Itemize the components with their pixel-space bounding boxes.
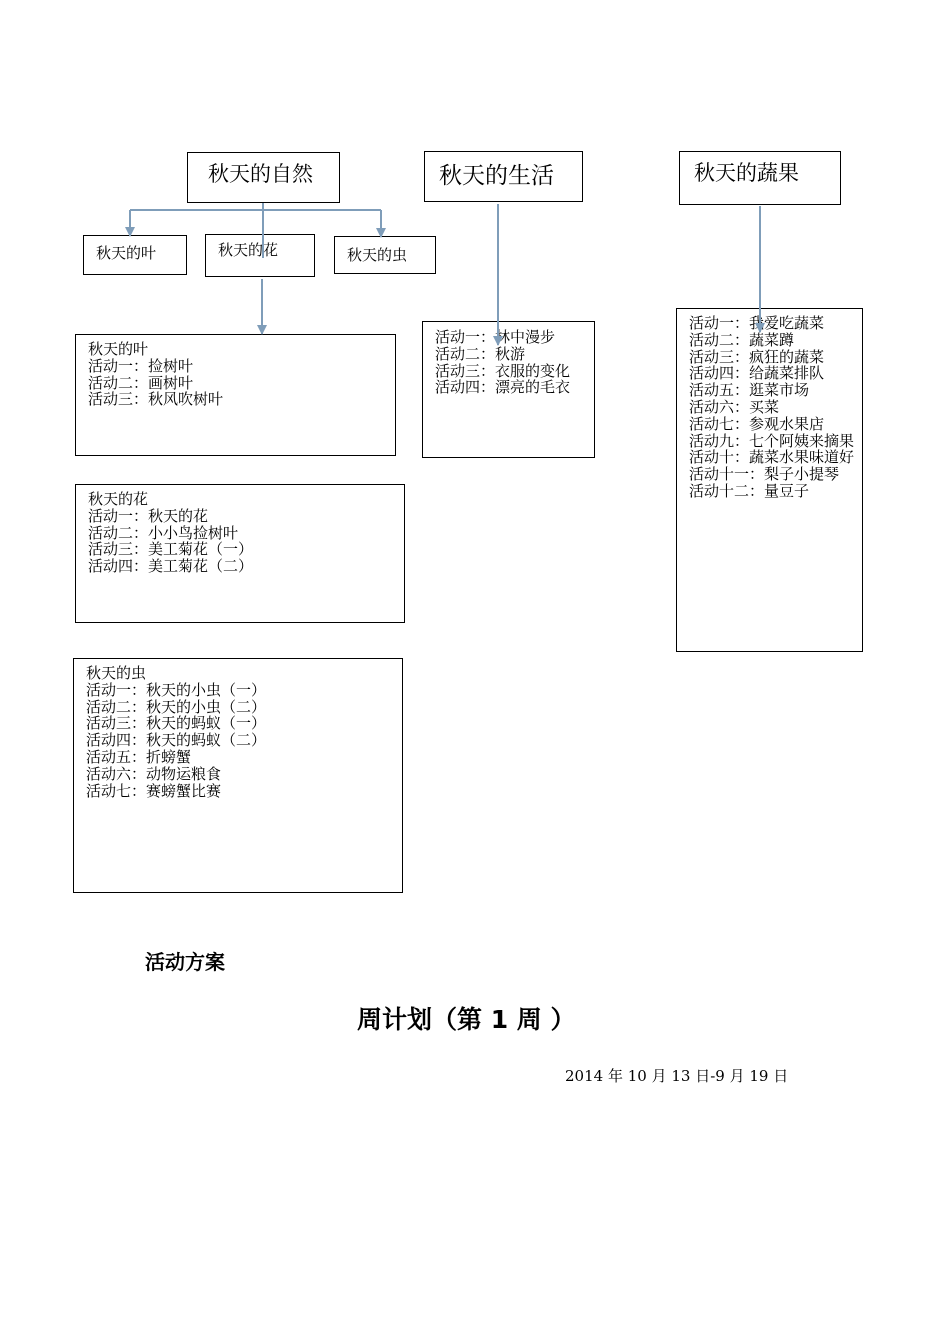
- list-item: 活动四：给蔬菜排队: [689, 364, 825, 383]
- list-item: 活动一：我爱吃蔬菜: [689, 314, 825, 332]
- list-item: 活动十：蔬菜水果味道好: [689, 448, 855, 467]
- list-item: 活动四：美工菊花（二）: [88, 557, 254, 576]
- week-title: 周计划（第 1 周 ）: [357, 1005, 576, 1034]
- sub-box-insect: [334, 236, 436, 274]
- list-item: 活动五：折螃蟹: [86, 747, 192, 766]
- category-box-nature: [187, 152, 340, 203]
- activity-box-veg: [676, 308, 863, 652]
- list-item: 活动一：秋天的小虫（一）: [86, 680, 267, 699]
- list-item: 活动六：动物运粮食: [86, 764, 222, 783]
- list-item: 活动十一：梨子小提琴: [689, 465, 840, 484]
- sub-title-leaf: 秋天的叶: [96, 244, 157, 262]
- list-item: 活动二：秋天的小虫（二）: [86, 697, 267, 716]
- activity-box-insect: [73, 658, 403, 893]
- category-box-life: [424, 151, 583, 202]
- activity-box-flower: [75, 484, 405, 623]
- list-item: 活动四：漂亮的毛衣: [435, 378, 571, 397]
- list-item: 活动四：秋天的蚂蚁（二）: [86, 731, 267, 750]
- list-item: 活动七：赛螃蟹比赛: [86, 781, 222, 800]
- list-item: 活动七：参观水果店: [689, 414, 825, 433]
- list-item: 活动三：疯狂的蔬菜: [689, 347, 825, 366]
- list-item: 活动十二：量豆子: [689, 481, 810, 500]
- list-item: 活动六：买菜: [689, 397, 780, 416]
- sub-box-leaf: [83, 235, 187, 275]
- activity-box-title: 秋天的叶: [88, 340, 149, 358]
- list-item: 活动一：捡树叶: [88, 356, 194, 375]
- list-item: 活动二：蔬菜蹲: [689, 330, 795, 349]
- category-title-veg: 秋天的蔬果: [694, 161, 799, 185]
- category-box-veg: [679, 151, 841, 205]
- sub-title-insect: 秋天的虫: [347, 246, 408, 264]
- list-item: 活动三：美工菊花（一）: [88, 540, 254, 559]
- activity-box-leaf: [75, 334, 396, 456]
- list-item: 活动二：小小鸟捡树叶: [88, 523, 239, 542]
- activity-box-life: [422, 321, 595, 458]
- category-title-nature: 秋天的自然: [208, 162, 313, 186]
- list-item: 活动三：秋天的蚂蚁（一）: [86, 714, 267, 733]
- list-item: 活动二：画树叶: [88, 373, 194, 392]
- list-item: 活动五：逛菜市场: [689, 381, 810, 400]
- list-item: 活动二：秋游: [435, 344, 526, 363]
- list-item: 活动一：林中漫步: [435, 328, 556, 346]
- list-item: 活动九：七个阿姨来摘果: [689, 431, 855, 450]
- list-item: 活动三：秋风吹树叶: [88, 390, 224, 409]
- activity-box-title: 秋天的花: [88, 490, 149, 508]
- list-item: 活动一：秋天的花: [88, 506, 209, 525]
- list-item: 活动三：衣服的变化: [435, 361, 571, 380]
- category-title-life: 秋天的生活: [439, 163, 554, 189]
- sub-box-flower: [205, 234, 315, 277]
- section-title: 活动方案: [145, 950, 225, 974]
- activity-box-title: 秋天的虫: [86, 664, 147, 682]
- sub-title-flower: 秋天的花: [218, 241, 279, 259]
- date-range: 2014 年 10 月 13 日-9 月 19 日: [565, 1067, 789, 1085]
